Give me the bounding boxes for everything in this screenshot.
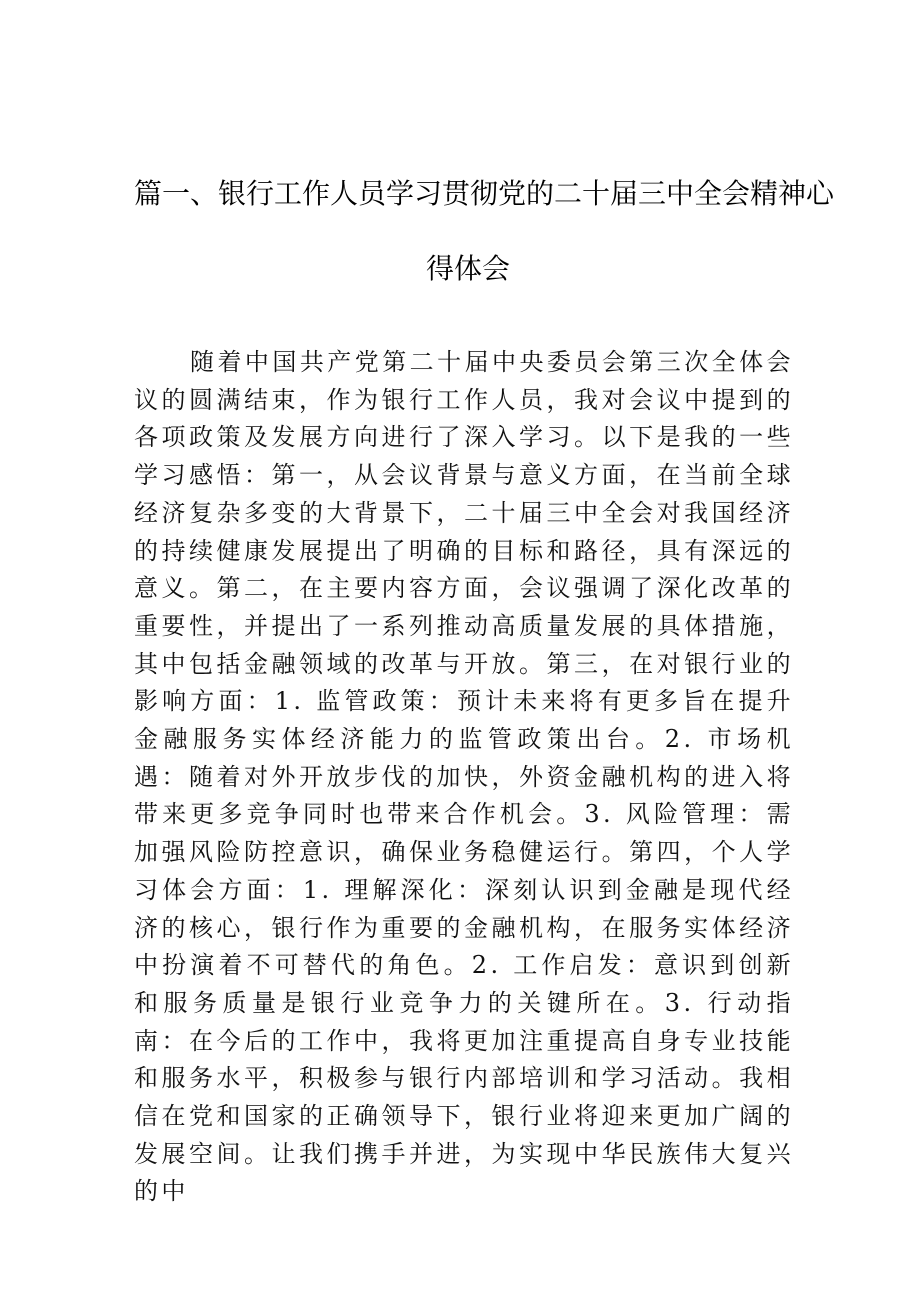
document-body-paragraph: 随着中国共产党第二十届中央委员会第三次全体会议的圆满结束，作为银行工作人员，我对会议中提到的各项政策及发展方向进行了深入学习。以下是我的一些学习感悟：第一，从会议背景与意义方面，在当前全球经济复杂多变的大背景下，二十届三中全会对我国经济的持续健康发展提出了明确的目标和路径，具有深远的意义。第二，在主要内容方面，会议强调了深化改革的重要性，并提出了一系列推动高质量发展的具体措施，其中包括金融领域的改革与开放。第三，在对银行业的影响方面：1. 监管政策：预计未来将有更多旨在提升金融服务实体经济能力的监管政策出台。2. 市场机遇：随着对外开放步伐的加快，外资金融机构的进入将带来更多竞争同时也带来合作机会。3. 风险管理：需加强风险防控意识，确保业务稳健运行。第四，个人学习体会方面：1. 理解深化：深刻认识到金融是现代经济的核心，银行作为重要的金融机构，在服务实体经济中扮演着不可替代的角色。2. 工作启发：意识到创新和服务质量是银行业竞争力的关键所在。3. 行动指南：在今后的工作中，我将更加注重提高自身专业技能和服务水平，积极参与银行内部培训和学习活动。我相信在党和国家的正确领导下，银行业将迎来更加广阔的发展空间。让我们携手并进，为实现中华民族伟大复兴的中 [134, 348, 794, 1206]
document-title-line-2: 得体会 [426, 252, 511, 285]
document-title-line-1: 篇一、银行工作人员学习贯彻党的二十届三中全会精神心 [134, 177, 835, 210]
